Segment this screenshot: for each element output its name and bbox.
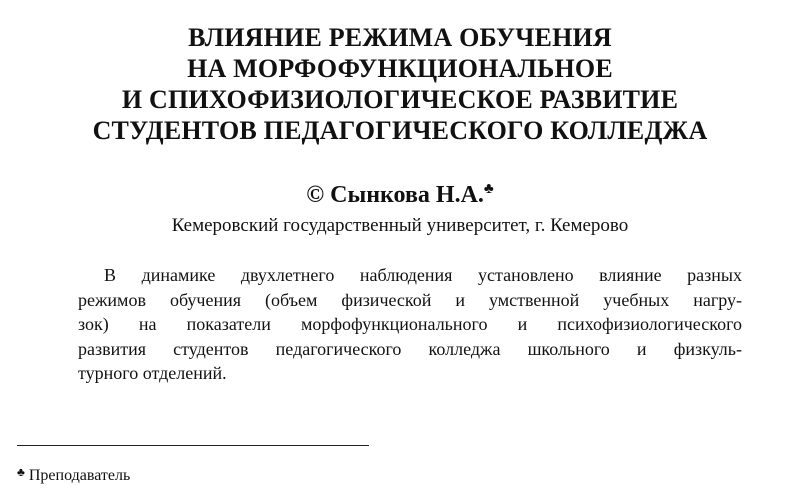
- paper-title: [0, 22, 800, 146]
- footnote-text: Преподаватель: [28, 467, 131, 484]
- author-name: © Сынкова Н.А.: [306, 182, 484, 208]
- abstract-line: зок) на показатели морфофункционального и психофизиологического: [78, 314, 742, 334]
- abstract-line: развития студентов педагогического колледжа школьного и физкуль-: [78, 338, 742, 359]
- footnote: [17, 462, 130, 486]
- title-line: И СПИХОФИЗИОЛОГИЧЕСКОЕ РАЗВИТИЕ: [121, 85, 679, 114]
- affiliation: Кемеровский государственный университет, г. Кемерово: [171, 215, 629, 236]
- abstract-line: турного отделений.: [78, 363, 227, 383]
- title-line: ВЛИЯНИЕ РЕЖИМА ОБУЧЕНИЯ: [188, 23, 612, 52]
- abstract-line: режимов обучения (объем физической и умственной учебных нагру-: [78, 289, 742, 310]
- footnote-divider: [17, 445, 369, 446]
- author-line: [0, 181, 800, 209]
- title-line: НА МОРФОФУНКЦИОНАЛЬНОЕ: [187, 54, 613, 83]
- abstract: [78, 263, 742, 386]
- club-footnote-icon: ♣: [17, 465, 25, 479]
- club-footnote-icon: ♣: [483, 181, 494, 197]
- title-line: СТУДЕНТОВ ПЕДАГОГИЧЕСКОГО КОЛЛЕДЖА: [92, 116, 708, 145]
- abstract-line: В динамике двухлетнего наблюдения установлено влияние разных: [104, 265, 742, 285]
